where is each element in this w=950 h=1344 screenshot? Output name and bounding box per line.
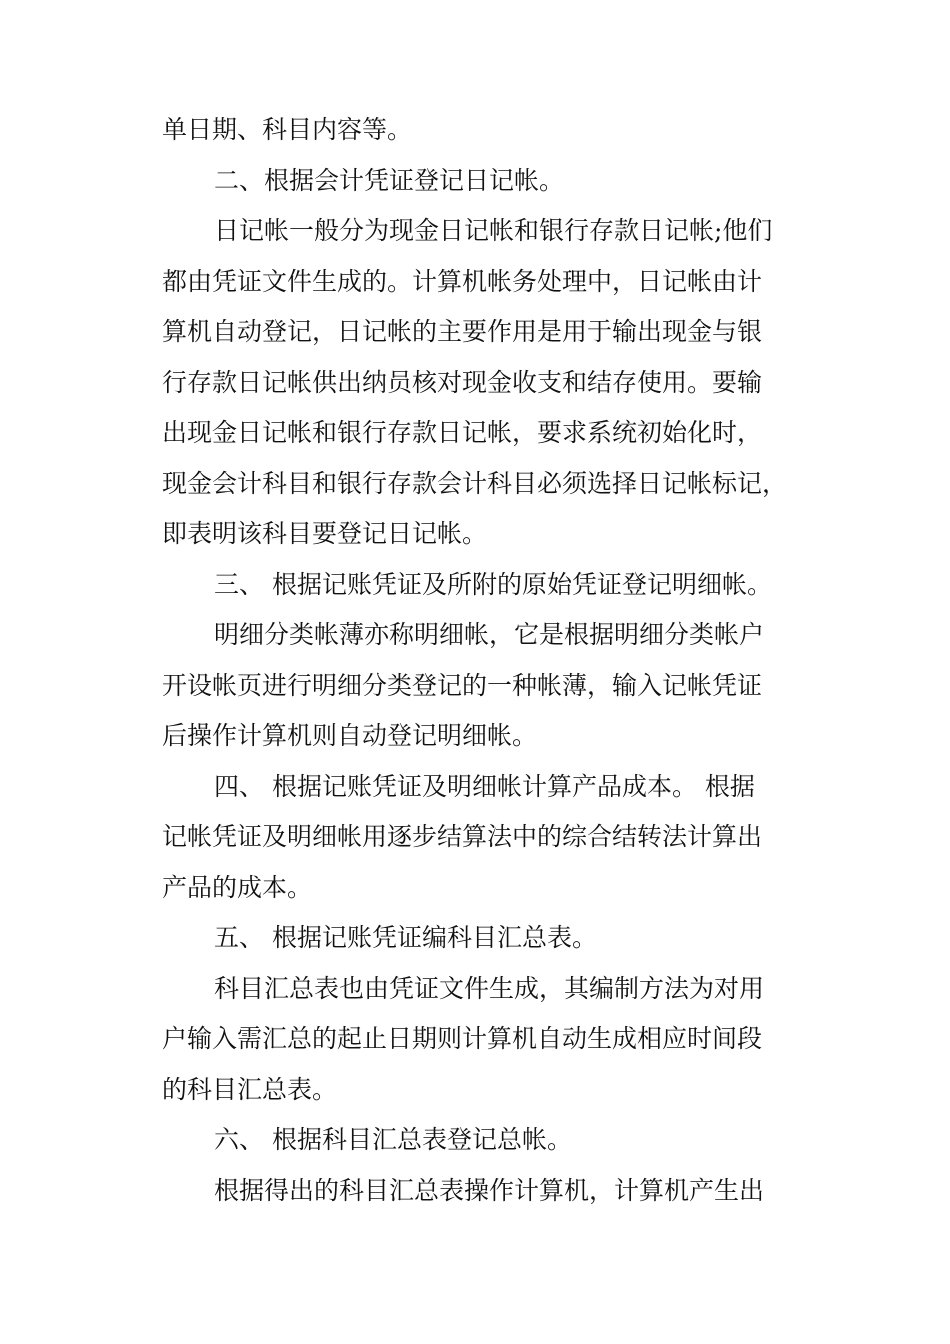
paragraph-line: 单日期、科目内容等。 bbox=[162, 115, 413, 144]
paragraph-line: 户输入需汇总的起止日期则计算机自动生成相应时间段 bbox=[162, 1024, 763, 1053]
paragraph-line: 记帐凭证及明细帐用逐步结算法中的综合结转法计算出 bbox=[162, 822, 763, 851]
paragraph-line: 算机自动登记，日记帐的主要作用是用于输出现金与银 bbox=[162, 317, 763, 346]
paragraph-line: 产品的成本。 bbox=[162, 872, 313, 902]
paragraph-line: 后操作计算机则自动登记明细帐。 bbox=[162, 721, 538, 750]
paragraph-line: 开设帐页进行明细分类登记的一种帐薄，输入记帐凭证 bbox=[162, 670, 763, 700]
paragraph-line: 行存款日记帐供出纳员核对现金收支和结存使用。要输 bbox=[162, 367, 763, 397]
document-body bbox=[0, 112, 950, 1223]
paragraph-line: 即表明该科目要登记日记帐。 bbox=[162, 519, 488, 548]
paragraph-line: 日记帐一般分为现金日记帐和银行存款日记帐;他们 bbox=[214, 216, 773, 245]
paragraph-line: 四、 根据记账凭证及明细帐计算产品成本。 根据 bbox=[214, 771, 755, 801]
paragraph-line: 出现金日记帐和银行存款日记帐，要求系统初始化时， bbox=[162, 418, 763, 447]
paragraph-line: 五、 根据记账凭证编科目汇总表。 bbox=[214, 923, 597, 952]
paragraph-line: 三、 根据记账凭证及所附的原始凭证登记明细帐。 bbox=[214, 569, 772, 599]
paragraph-line: 现金会计科目和银行存款会计科目必须选择日记帐标记， bbox=[162, 468, 788, 498]
paragraph-line: 明细分类帐薄亦称明细帐，它是根据明细分类帐户 bbox=[214, 620, 765, 649]
paragraph-line: 六、 根据科目汇总表登记总帐。 bbox=[214, 1125, 572, 1154]
paragraph-line: 的科目汇总表。 bbox=[162, 1074, 338, 1104]
paragraph-line: 根据得出的科目汇总表操作计算机，计算机产生出 bbox=[214, 1175, 765, 1205]
paragraph-line: 科目汇总表也由凭证文件生成，其编制方法为对用 bbox=[214, 973, 765, 1003]
paragraph-line: 都由凭证文件生成的。计算机帐务处理中，日记帐由计 bbox=[162, 266, 763, 296]
paragraph-line: 二、根据会计凭证登记日记帐。 bbox=[214, 165, 565, 195]
